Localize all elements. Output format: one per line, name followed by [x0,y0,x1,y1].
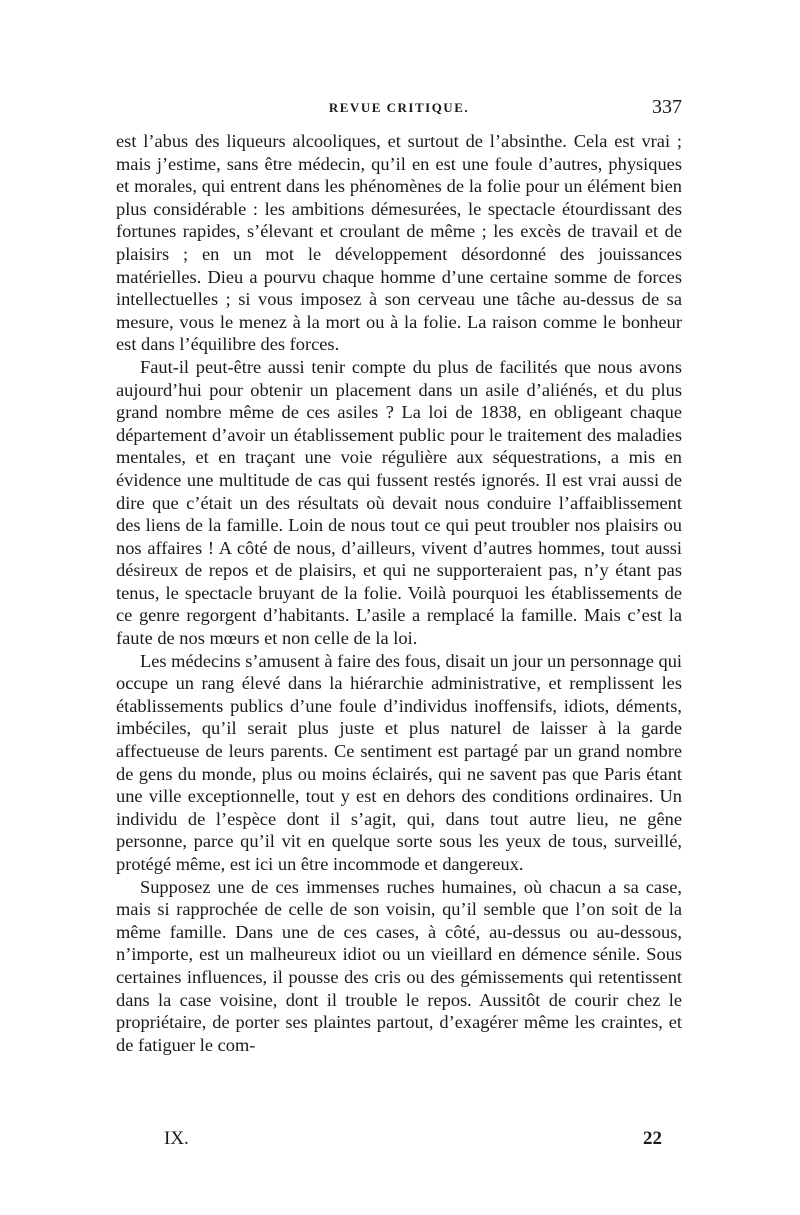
body-text [116,130,682,1056]
volume-mark: IX. [164,1128,189,1149]
paragraph-4: Supposez une de ces immenses ruches humaines, où chacun a sa case, mais si rapprochée de celle de son voisin, qu’il semble que l’on soit de la même famille. Dans une de ces cases, à côté, au-dessus ou au-dessous, n’importe, est un malheureux idiot ou un vieillard en démence sénile. Sous certaines influences, il pousse des cris ou des gémissements qui retentissent dans la case voisine, dont il trouble le repos. Aussitôt de courir chez le propriétaire, de porter ses plaintes partout, d’exagérer même les craintes, et de fatiguer le com- [116,876,682,1055]
page-header [116,96,682,126]
paragraph-1: est l’abus des liqueurs alcooliques, et surtout de l’absinthe. Cela est vrai ; mais j’estime, sans être médecin, qu’il en est une foule d’autres, physiques et morales, qui entrent dans les phénomènes de la folie pour un élément bien plus considérable : les ambitions démesurées, le spectacle étourdissant des fortunes rapides, s’élevant et croulant de même ; les excès de travail et de plaisirs ; en un mot le développement désordonné des jouissances matérielles. Dieu a pourvu chaque homme d’une certaine somme de forces intellectuelles ; si vous imposez à son cerveau une tâche au-dessus de sa mesure, vous le menez à la mort ou à la folie. La raison comme le bonheur est dans l’équilibre des forces. [116,131,682,355]
page-number: 337 [652,96,682,118]
page-footer [116,1128,682,1154]
signature-number: 22 [643,1128,662,1149]
paragraph-3: Les médecins s’amusent à faire des fous, disait un jour un personnage qui occupe un rang élevé dans la hiérarchie administrative, et remplissent les établissements publics d’une foule d’individus inoffensifs, idiots, déments, imbéciles, qu’il serait plus juste et plus naturel de laisser à la garde affectueuse de leurs parents. Ce sentiment est partagé par un grand nombre de gens du monde, plus ou moins éclairés, qui ne savent pas que Paris étant une ville exceptionnelle, tout y est en dehors des conditions ordinaires. Un individu de l’espèce dont il s’agit, qui, dans tout autre lieu, ne gêne personne, parce qu’il vit en quelque sorte sous les yeux de tous, surveillé, protégé même, est ici un être incommode et dangereux. [116,650,682,874]
running-title: REVUE CRITIQUE. [328,100,470,115]
paragraph-2: Faut-il peut-être aussi tenir compte du plus de facilités que nous avons aujourd’hui pour obtenir un placement dans un asile d’aliénés, et du plus grand nombre même de ces asiles ? La loi de 1838, en obligeant chaque département d’avoir un établissement public pour le traitement des maladies mentales, et en traçant une voie régulière aux séquestrations, a mis en évidence une multitude de cas qui fussent restés ignorés. Il est vrai aussi de dire que c’était un des résultats où devait nous conduire l’affaiblissement des liens de la famille. Loin de nous tout ce qui peut troubler nos plaisirs ou nos affaires ! A côté de nous, d’ailleurs, vivent d’autres hommes, tout aussi désireux de repos et de plaisirs, et qui ne supporteraient pas, n’y étant pas tenus, le spectacle bruyant de la folie. Voilà pourquoi les établissements de ce genre regorgent d’habitants. L’asile a remplacé la famille. Mais c’est la faute de nos mœurs et non celle de la loi. [116,356,682,649]
